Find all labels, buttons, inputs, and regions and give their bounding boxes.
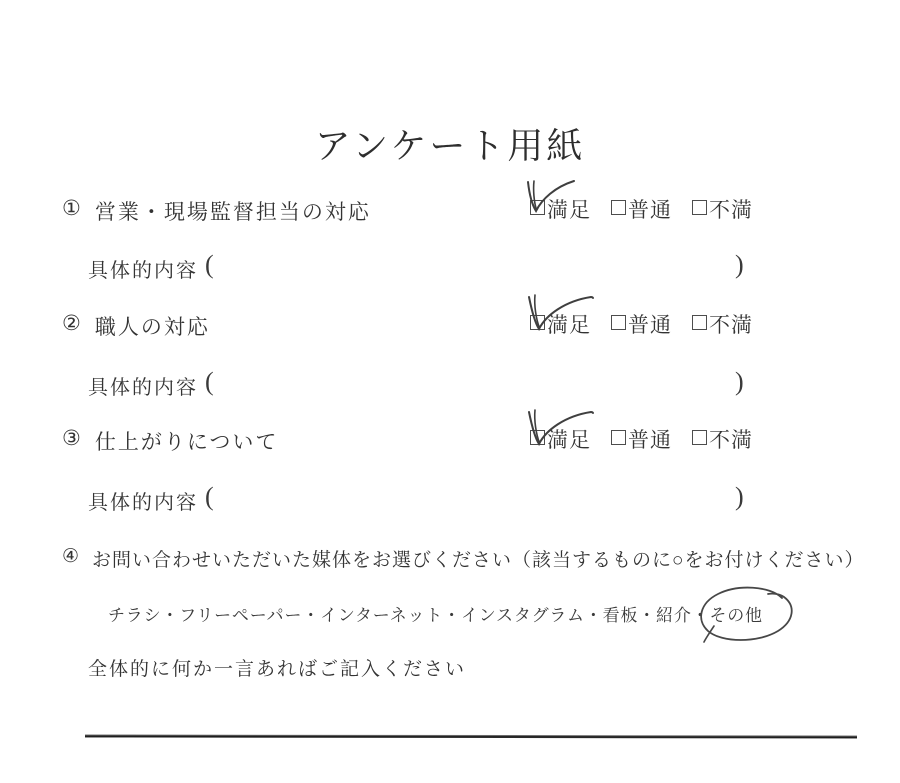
open-paren: ( [205,250,216,279]
question-3-label: 仕上がりについて [94,430,279,454]
comment-prompt: 全体的に何か一言あればご記入ください [88,659,467,680]
bottom-rule-line [85,734,857,738]
option-dissatisfied-label: 不満 [709,428,753,452]
detail-label: 具体的内容 [88,260,198,282]
checkbox-neutral [611,430,626,445]
checkbox-satisfied [530,430,545,445]
detail-label: 具体的内容 [88,492,198,514]
checkbox-satisfied [530,315,545,330]
close-paren: ) [735,367,746,396]
question-2-number: ② [62,311,83,335]
question-2 [62,311,210,341]
option-satisfied-label: 満足 [547,198,591,222]
checkbox-neutral [611,315,626,330]
option-satisfied [530,194,591,224]
option-satisfied [530,309,591,339]
question-1 [62,196,371,226]
detail-row-1 [62,252,762,288]
option-dissatisfied [692,194,753,224]
checkbox-dissatisfied [692,315,707,330]
question-1-number: ① [62,196,83,220]
open-paren: ( [205,367,216,396]
option-neutral-label: 普通 [628,428,672,452]
close-paren: ) [735,250,746,279]
option-dissatisfied [692,309,753,339]
detail-row-2 [62,369,762,405]
question-1-options [530,194,753,224]
question-3-number: ③ [62,426,83,450]
question-3 [62,426,278,456]
close-paren: ) [735,482,746,511]
form-title: アンケート用紙 [314,126,586,166]
checkbox-dissatisfied [692,430,707,445]
open-paren: ( [205,482,216,511]
checkbox-satisfied [530,200,545,215]
option-satisfied [530,424,591,454]
checkbox-dissatisfied [692,200,707,215]
option-dissatisfied [692,424,753,454]
question-2-options [530,309,753,339]
option-dissatisfied-label: 不満 [709,198,753,222]
detail-label: 具体的内容 [88,377,198,399]
question-1-label: 営業・現場監督担当の対応 [94,200,371,224]
option-satisfied-label: 満足 [547,428,591,452]
option-neutral [611,309,672,339]
detail-row-3 [62,484,762,520]
option-neutral [611,194,672,224]
question-4-number: ④ [62,546,81,567]
media-options-line: チラシ・フリーペーパー・インターネット・インスタグラム・看板・紹介・その他 [108,606,763,625]
option-neutral-label: 普通 [628,198,672,222]
question-4-label: お問い合わせいただいた媒体をお選びください（該当するものに○をお付けください） [92,550,865,571]
option-neutral-label: 普通 [628,313,672,337]
checkbox-neutral [611,200,626,215]
question-4 [62,545,865,572]
option-dissatisfied-label: 不満 [709,313,753,337]
question-3-options [530,424,753,454]
question-2-label: 職人の対応 [94,315,210,339]
option-satisfied-label: 満足 [547,313,591,337]
option-neutral [611,424,672,454]
